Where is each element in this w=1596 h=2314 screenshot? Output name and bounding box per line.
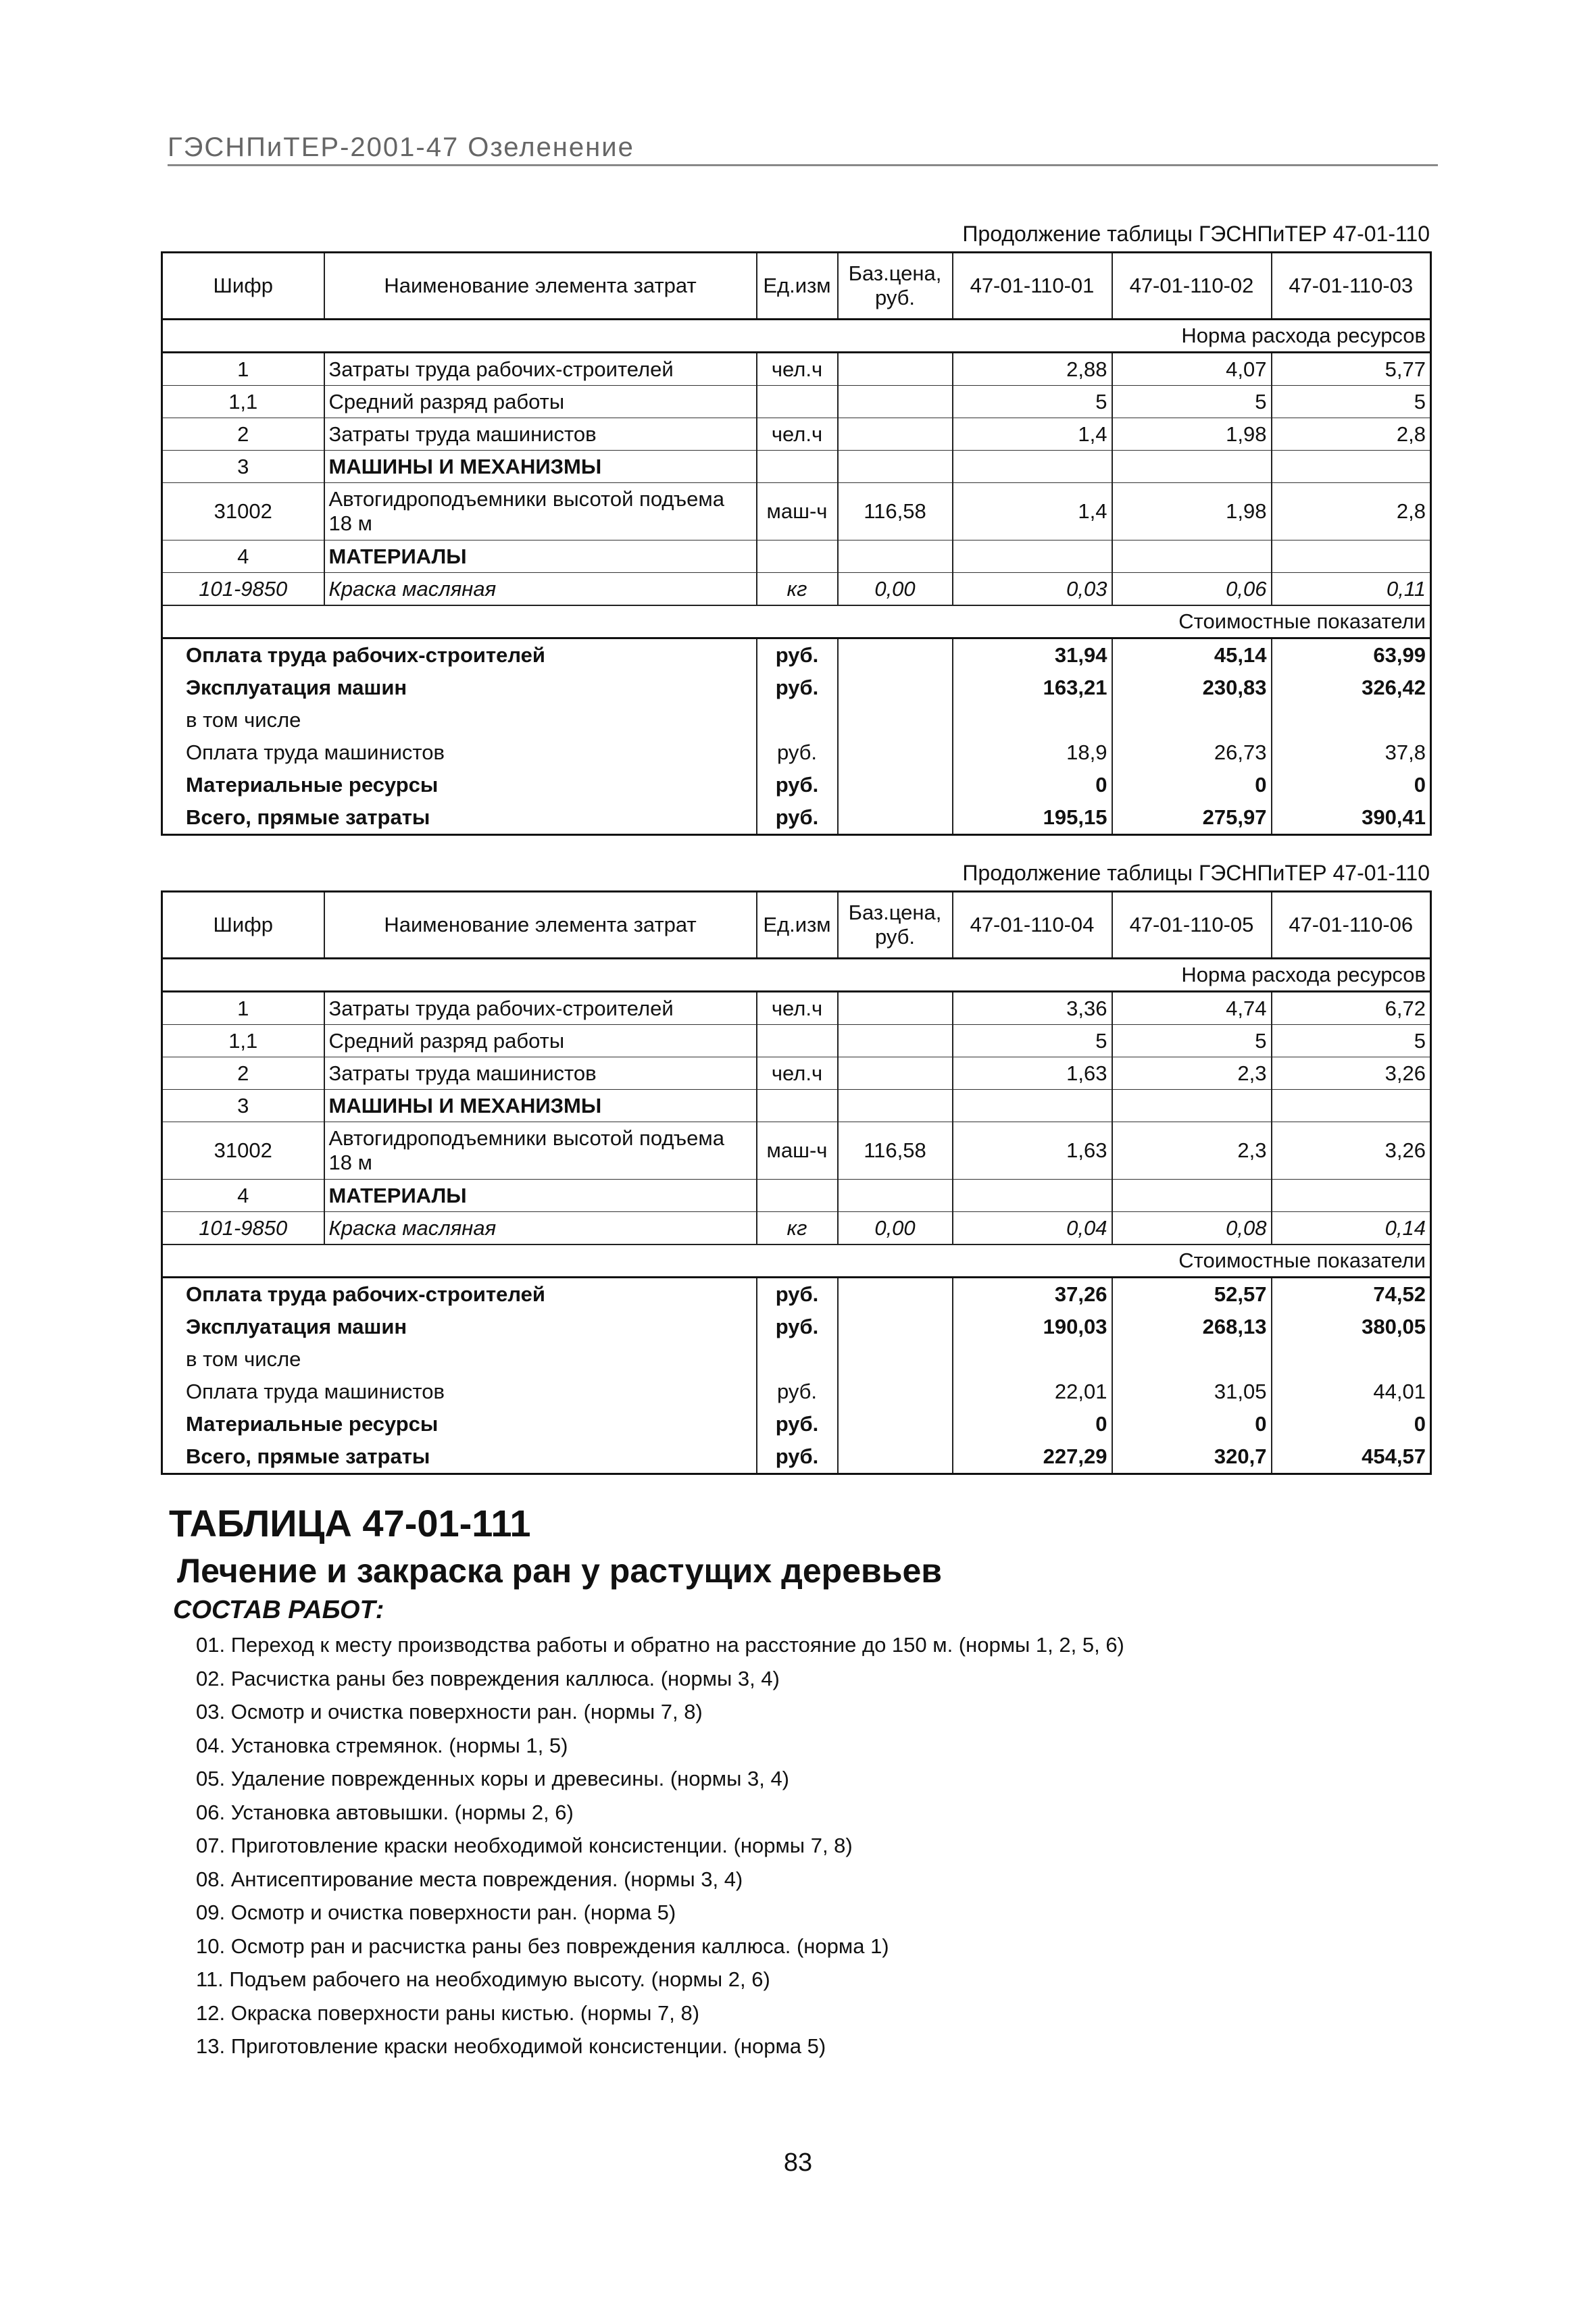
row-value: 4,74 <box>1112 992 1272 1025</box>
row-value <box>1112 1180 1272 1212</box>
row-value: 2,88 <box>953 353 1112 386</box>
header-price: Баз.цена, руб. <box>838 253 953 320</box>
row-value: 5 <box>953 1025 1112 1057</box>
row-price <box>838 540 953 573</box>
section-row <box>162 959 1431 992</box>
header-name: Наименование элемента затрат <box>324 253 757 320</box>
cost-value: 31,05 <box>1112 1376 1272 1408</box>
row-unit <box>757 451 838 483</box>
table-row <box>162 418 1431 451</box>
work-item: 10. Осмотр ран и расчистка раны без повреждения каллюса. (норма 1) <box>196 1934 889 1958</box>
cost-unit: руб. <box>757 769 838 801</box>
row-price: 0,00 <box>838 573 953 606</box>
cost-unit <box>757 1343 838 1376</box>
work-item: 09. Осмотр и очистка поверхности ран. (норма 5) <box>196 1901 676 1924</box>
row-code: 31002 <box>162 1122 324 1180</box>
header-price: Баз.цена, руб. <box>838 892 953 959</box>
cost-name: Оплата труда рабочих-строителей <box>162 638 757 672</box>
table-title: ТАБЛИЦА 47-01-111 <box>169 1502 531 1544</box>
row-price <box>838 353 953 386</box>
cost-row <box>162 704 1431 736</box>
row-name: Краска масляная <box>324 573 757 606</box>
row-value: 5 <box>1112 1025 1272 1057</box>
cost-name: Оплата труда машинистов <box>162 1376 757 1408</box>
cost-row <box>162 1311 1431 1343</box>
row-code: 3 <box>162 1090 324 1122</box>
cost-value: 37,26 <box>953 1278 1112 1311</box>
cost-row <box>162 672 1431 704</box>
row-unit <box>757 1090 838 1122</box>
row-name: Автогидроподъемники высотой подъема 18 м <box>324 483 757 540</box>
cost-name: Эксплуатация машин <box>162 1311 757 1343</box>
row-code: 31002 <box>162 483 324 540</box>
table-row <box>162 1025 1431 1057</box>
row-unit: кг <box>757 1212 838 1245</box>
work-item: 01. Переход к месту производства работы и обратно на расстояние до 150 м. (нормы 1, 2, 5, 6) <box>196 1633 1124 1657</box>
cost-row <box>162 1376 1431 1408</box>
row-value: 0,14 <box>1272 1212 1431 1245</box>
cost-value: 52,57 <box>1112 1278 1272 1311</box>
header-name: Наименование элемента затрат <box>324 892 757 959</box>
row-unit: чел.ч <box>757 1057 838 1090</box>
row-code: 101-9850 <box>162 573 324 606</box>
row-value: 1,4 <box>953 483 1112 540</box>
row-price: 0,00 <box>838 1212 953 1245</box>
row-value: 3,26 <box>1272 1122 1431 1180</box>
cost-price-empty <box>838 638 953 672</box>
cost-price-empty <box>838 1278 953 1311</box>
table-row <box>162 540 1431 573</box>
cost-value: 44,01 <box>1272 1376 1431 1408</box>
row-price <box>838 386 953 418</box>
cost-row <box>162 1408 1431 1440</box>
table-row <box>162 1122 1431 1180</box>
cost-value <box>1272 704 1431 736</box>
cost-unit: руб. <box>757 672 838 704</box>
cost-value: 37,8 <box>1272 736 1431 769</box>
cost-value: 0 <box>953 1408 1112 1440</box>
row-value <box>953 1090 1112 1122</box>
row-name: Средний разряд работы <box>324 386 757 418</box>
section-norm-label: Норма расхода ресурсов <box>162 959 1431 992</box>
cost-value: 0 <box>953 769 1112 801</box>
section-norm-label: Норма расхода ресурсов <box>162 320 1431 353</box>
cost-row <box>162 1343 1431 1376</box>
cost-name: Материальные ресурсы <box>162 769 757 801</box>
row-price <box>838 1025 953 1057</box>
cost-unit: руб. <box>757 1278 838 1311</box>
header-col: 47-01-110-02 <box>1112 253 1272 320</box>
row-value: 5 <box>1112 386 1272 418</box>
cost-row <box>162 1278 1431 1311</box>
row-value: 1,4 <box>953 418 1112 451</box>
row-value: 0,06 <box>1112 573 1272 606</box>
cost-value: 380,05 <box>1272 1311 1431 1343</box>
cost-unit: руб. <box>757 801 838 835</box>
row-name: Краска масляная <box>324 1212 757 1245</box>
table-subtitle: Лечение и закраска ран у растущих деревьев <box>177 1552 943 1590</box>
row-value: 4,07 <box>1112 353 1272 386</box>
works-list <box>196 1628 1124 2063</box>
row-price <box>838 1180 953 1212</box>
work-item: 06. Установка автовышки. (нормы 2, 6) <box>196 1800 574 1824</box>
cost-value: 326,42 <box>1272 672 1431 704</box>
section-cost-label: Стоимостные показатели <box>162 605 1431 638</box>
cost-value: 18,9 <box>953 736 1112 769</box>
row-code: 3 <box>162 451 324 483</box>
work-item: 04. Установка стремянок. (нормы 1, 5) <box>196 1733 568 1757</box>
cost-value: 275,97 <box>1112 801 1272 835</box>
row-value: 2,3 <box>1112 1057 1272 1090</box>
row-value: 5 <box>953 386 1112 418</box>
row-name: Автогидроподъемники высотой подъема 18 м <box>324 1122 757 1180</box>
table-row <box>162 992 1431 1025</box>
cost-unit: руб. <box>757 1311 838 1343</box>
cost-value: 45,14 <box>1112 638 1272 672</box>
cost-price-empty <box>838 1408 953 1440</box>
row-unit <box>757 1025 838 1057</box>
cost-unit <box>757 704 838 736</box>
header-unit: Ед.изм <box>757 892 838 959</box>
row-code: 1 <box>162 992 324 1025</box>
cost-value: 0 <box>1112 769 1272 801</box>
work-item: 11. Подъем рабочего на необходимую высоту. (нормы 2, 6) <box>196 1967 770 1991</box>
row-code: 1,1 <box>162 386 324 418</box>
row-value <box>1272 540 1431 573</box>
cost-name: Материальные ресурсы <box>162 1408 757 1440</box>
cost-unit: руб. <box>757 736 838 769</box>
cost-value: 195,15 <box>953 801 1112 835</box>
row-price: 116,58 <box>838 1122 953 1180</box>
section-row <box>162 605 1431 638</box>
cost-value <box>1112 1343 1272 1376</box>
row-value: 1,63 <box>953 1057 1112 1090</box>
row-value: 1,98 <box>1112 418 1272 451</box>
row-value <box>1112 451 1272 483</box>
row-unit <box>757 540 838 573</box>
row-code: 4 <box>162 540 324 573</box>
row-value <box>1272 1090 1431 1122</box>
work-item: 05. Удаление поврежденных коры и древесины. (нормы 3, 4) <box>196 1767 790 1790</box>
cost-unit: руб. <box>757 638 838 672</box>
cost-value: 74,52 <box>1272 1278 1431 1311</box>
cost-unit: руб. <box>757 1408 838 1440</box>
row-value: 0,04 <box>953 1212 1112 1245</box>
cost-name: в том числе <box>162 1343 757 1376</box>
cost-row <box>162 769 1431 801</box>
row-value: 2,8 <box>1272 418 1431 451</box>
cost-value: 26,73 <box>1112 736 1272 769</box>
table-row <box>162 1090 1431 1122</box>
row-name: Затраты труда рабочих-строителей <box>324 992 757 1025</box>
work-item: 12. Окраска поверхности раны кистью. (нормы 7, 8) <box>196 2001 700 2025</box>
cost-value: 268,13 <box>1112 1311 1272 1343</box>
row-unit: кг <box>757 573 838 606</box>
row-price: 116,58 <box>838 483 953 540</box>
norm-table-1 <box>161 251 1432 836</box>
cost-row <box>162 736 1431 769</box>
row-value: 6,72 <box>1272 992 1431 1025</box>
cost-value <box>953 1343 1112 1376</box>
row-code: 101-9850 <box>162 1212 324 1245</box>
row-price <box>838 1057 953 1090</box>
row-value: 5,77 <box>1272 353 1431 386</box>
row-name: Затраты труда машинистов <box>324 418 757 451</box>
header-col: 47-01-110-06 <box>1272 892 1431 959</box>
row-value <box>1112 1090 1272 1122</box>
row-price <box>838 451 953 483</box>
row-name: МАТЕРИАЛЫ <box>324 540 757 573</box>
row-value: 2,3 <box>1112 1122 1272 1180</box>
row-unit: чел.ч <box>757 353 838 386</box>
row-value: 5 <box>1272 386 1431 418</box>
row-value: 0,08 <box>1112 1212 1272 1245</box>
work-item: 03. Осмотр и очистка поверхности ран. (нормы 7, 8) <box>196 1700 703 1724</box>
row-value <box>953 451 1112 483</box>
cost-price-empty <box>838 1311 953 1343</box>
table-row <box>162 1180 1431 1212</box>
cost-value: 0 <box>1272 1408 1431 1440</box>
cost-value <box>953 704 1112 736</box>
cost-value: 63,99 <box>1272 638 1431 672</box>
row-value: 3,36 <box>953 992 1112 1025</box>
cost-value: 163,21 <box>953 672 1112 704</box>
cost-value: 31,94 <box>953 638 1112 672</box>
header-row <box>162 892 1431 959</box>
cost-name: Всего, прямые затраты <box>162 1440 757 1474</box>
cost-row <box>162 638 1431 672</box>
header-col: 47-01-110-01 <box>953 253 1112 320</box>
table-row <box>162 483 1431 540</box>
header-col: 47-01-110-04 <box>953 892 1112 959</box>
cost-unit: руб. <box>757 1440 838 1474</box>
row-price <box>838 418 953 451</box>
row-value <box>953 540 1112 573</box>
section-row <box>162 1244 1431 1278</box>
row-value: 0,03 <box>953 573 1112 606</box>
row-unit <box>757 386 838 418</box>
cost-value: 190,03 <box>953 1311 1112 1343</box>
row-name: МАШИНЫ И МЕХАНИЗМЫ <box>324 451 757 483</box>
cost-value <box>1112 704 1272 736</box>
row-value: 1,98 <box>1112 483 1272 540</box>
cost-name: в том числе <box>162 704 757 736</box>
row-value: 5 <box>1272 1025 1431 1057</box>
cost-name: Оплата труда рабочих-строителей <box>162 1278 757 1311</box>
row-name: МАТЕРИАЛЫ <box>324 1180 757 1212</box>
cost-value: 454,57 <box>1272 1440 1431 1474</box>
cost-value: 390,41 <box>1272 801 1431 835</box>
row-name: Затраты труда машинистов <box>324 1057 757 1090</box>
page-number: 83 <box>783 2148 813 2177</box>
header-col: 47-01-110-05 <box>1112 892 1272 959</box>
row-value: 1,63 <box>953 1122 1112 1180</box>
row-code: 4 <box>162 1180 324 1212</box>
row-unit: маш-ч <box>757 1122 838 1180</box>
header-row <box>162 253 1431 320</box>
cost-value: 22,01 <box>953 1376 1112 1408</box>
cost-name: Всего, прямые затраты <box>162 801 757 835</box>
header-unit: Ед.изм <box>757 253 838 320</box>
cost-name: Эксплуатация машин <box>162 672 757 704</box>
cost-name: Оплата труда машинистов <box>162 736 757 769</box>
table-row <box>162 573 1431 606</box>
row-value: 2,8 <box>1272 483 1431 540</box>
header-code: Шифр <box>162 892 324 959</box>
row-code: 1 <box>162 353 324 386</box>
row-value <box>1272 1180 1431 1212</box>
work-item: 07. Приготовление краски необходимой консистенции. (нормы 7, 8) <box>196 1834 853 1857</box>
work-item: 08. Антисептирование места повреждения. (нормы 3, 4) <box>196 1867 743 1891</box>
cost-price-empty <box>838 704 953 736</box>
cost-price-empty <box>838 736 953 769</box>
row-value: 0,11 <box>1272 573 1431 606</box>
sostav-label: СОСТАВ РАБОТ: <box>173 1596 384 1624</box>
row-value: 3,26 <box>1272 1057 1431 1090</box>
row-unit: маш-ч <box>757 483 838 540</box>
row-unit <box>757 1180 838 1212</box>
work-item: 02. Расчистка раны без повреждения каллюса. (нормы 3, 4) <box>196 1666 780 1690</box>
table-row <box>162 386 1431 418</box>
row-value <box>953 1180 1112 1212</box>
cost-price-empty <box>838 1343 953 1376</box>
row-code: 1,1 <box>162 1025 324 1057</box>
header-code: Шифр <box>162 253 324 320</box>
row-code: 2 <box>162 1057 324 1090</box>
table-row <box>162 451 1431 483</box>
work-item: 13. Приготовление краски необходимой консистенции. (норма 5) <box>196 2034 826 2058</box>
section-cost-label: Стоимостные показатели <box>162 1244 1431 1278</box>
row-unit: чел.ч <box>757 418 838 451</box>
cost-price-empty <box>838 769 953 801</box>
cost-price-empty <box>838 672 953 704</box>
row-code: 2 <box>162 418 324 451</box>
cost-price-empty <box>838 801 953 835</box>
header-col: 47-01-110-03 <box>1272 253 1431 320</box>
cost-value: 227,29 <box>953 1440 1112 1474</box>
row-value <box>1112 540 1272 573</box>
cost-row <box>162 1440 1431 1474</box>
cost-value: 230,83 <box>1112 672 1272 704</box>
cost-unit: руб. <box>757 1376 838 1408</box>
norm-table-2 <box>161 890 1432 1475</box>
cost-value <box>1272 1343 1431 1376</box>
cost-row <box>162 801 1431 835</box>
cost-price-empty <box>838 1440 953 1474</box>
table-row <box>162 1057 1431 1090</box>
row-unit: чел.ч <box>757 992 838 1025</box>
section-row <box>162 320 1431 353</box>
row-name: Средний разряд работы <box>324 1025 757 1057</box>
cost-value: 320,7 <box>1112 1440 1272 1474</box>
cost-price-empty <box>838 1376 953 1408</box>
cost-value: 0 <box>1272 769 1431 801</box>
table-row <box>162 1212 1431 1245</box>
row-price <box>838 992 953 1025</box>
row-name: Затраты труда рабочих-строителей <box>324 353 757 386</box>
table-caption-1: Продолжение таблицы ГЭСНПиТЕР 47-01-110 <box>962 222 1430 246</box>
table-caption-2: Продолжение таблицы ГЭСНПиТЕР 47-01-110 <box>962 861 1430 885</box>
row-price <box>838 1090 953 1122</box>
row-name: МАШИНЫ И МЕХАНИЗМЫ <box>324 1090 757 1122</box>
page-header: ГЭСНПиТЕР-2001-47 Озеленение <box>168 132 1438 166</box>
cost-value: 0 <box>1112 1408 1272 1440</box>
table-row <box>162 353 1431 386</box>
row-value <box>1272 451 1431 483</box>
